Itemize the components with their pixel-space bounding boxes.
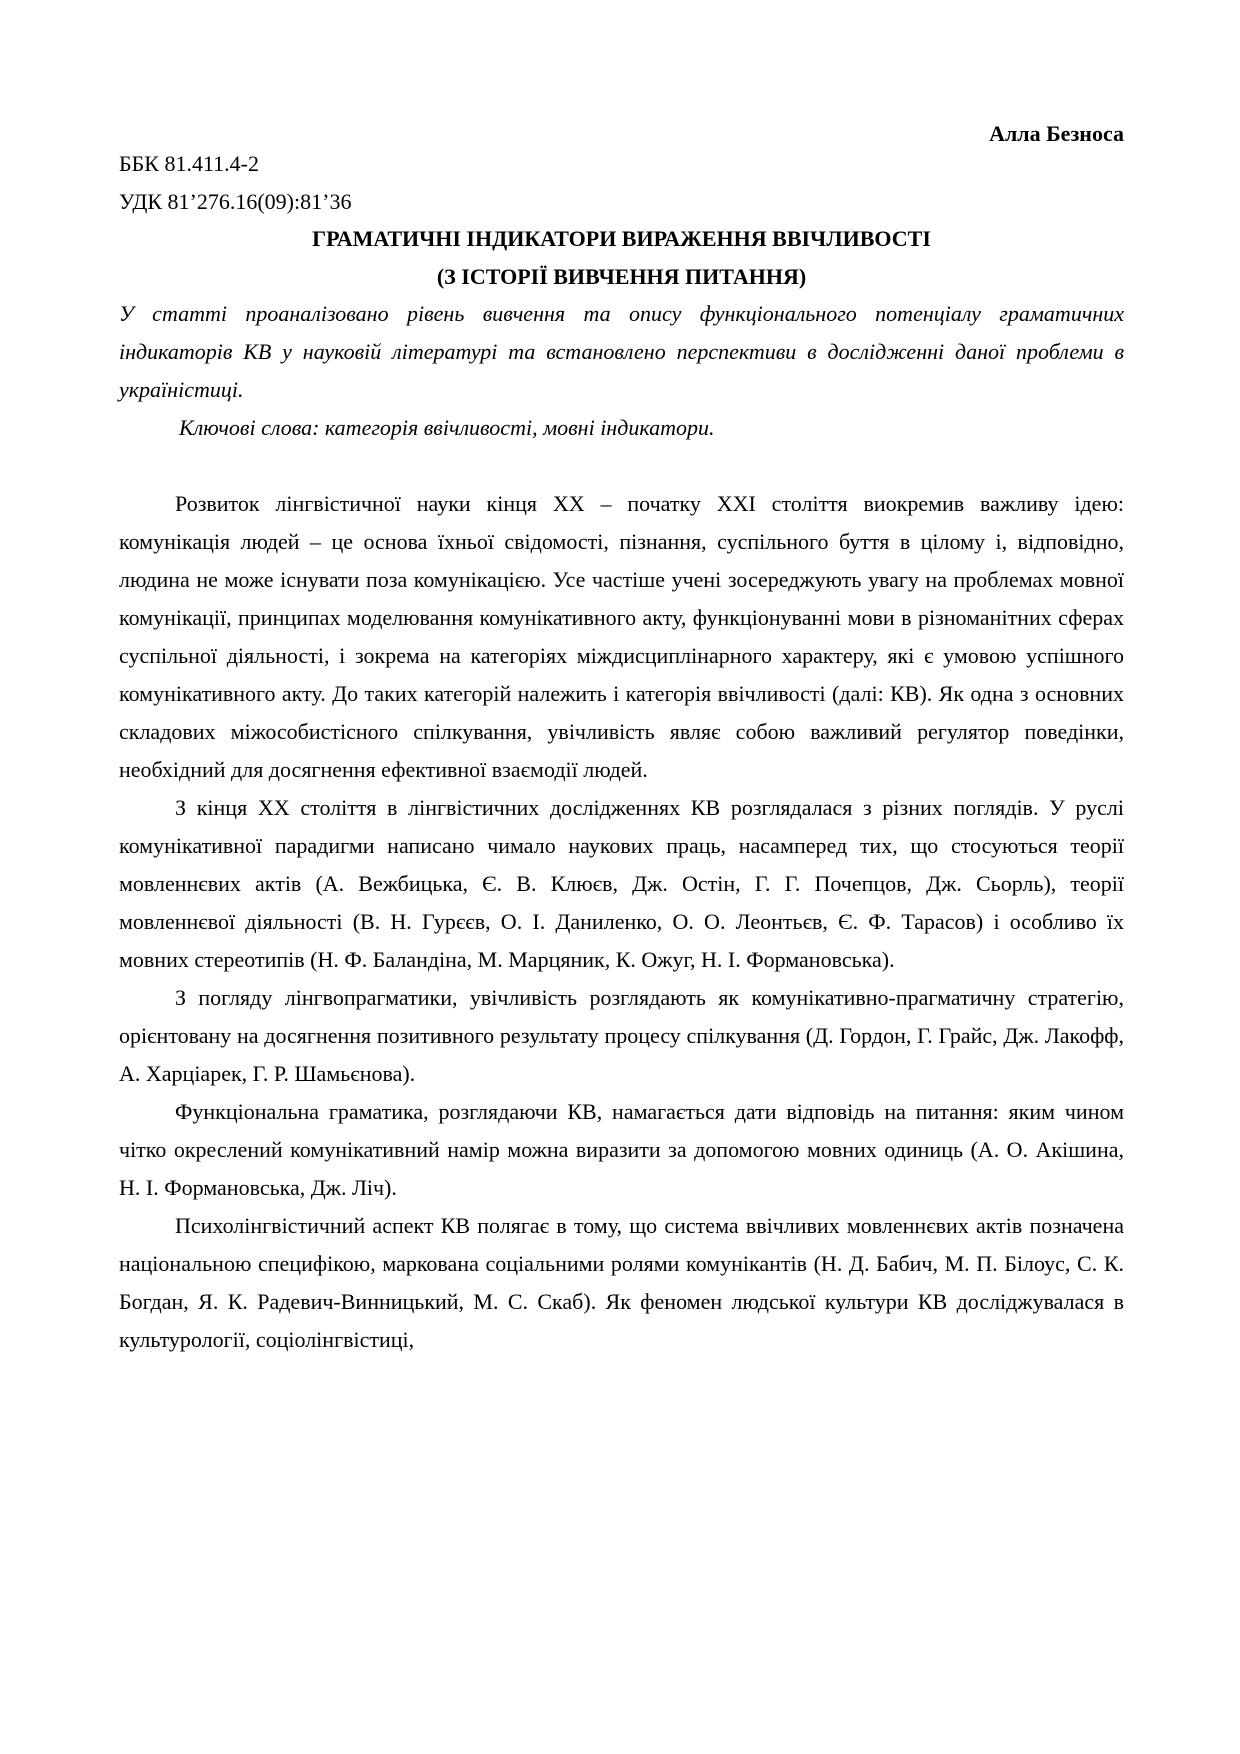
article-title-line-1: ГРАМАТИЧНІ ІНДИКАТОРИ ВИРАЖЕННЯ ВВІЧЛИВОСТІ (312, 226, 931, 251)
body-paragraph: Розвиток лінгвістичної науки кінця ХХ – початку ХХІ століття виокремив важливу ідею: комунікація людей – це основа їхньої свідомості, пізнання, суспільного буття в цілому і, відповідно, людина не може існувати поза комунікацією. Усе частіше учені зосереджують увагу на проблемах мовної комунікації, принципах моделювання комунікативного акту, функціонуванні мови в різноманітних сферах суспільної діяльності, і зокрема на категоріях міждисциплінарного характеру, які є умовою успішного комунікативного акту. До таких категорій належить і категорія ввічливості (далі: КВ). Як одна з основних складових міжособистісного спілкування, увічливість являє собою важливий регулятор поведінки, необхідний для досягнення ефективної взаємодії людей. (119, 491, 1124, 782)
keywords: Ключові слова: категорія ввічливості, мовні індикатори. (179, 415, 715, 440)
article-title-line-2: (З ІСТОРІЇ ВИВЧЕННЯ ПИТАННЯ) (436, 264, 807, 289)
udk-code: УДК 81’276.16(09):81’36 (119, 189, 352, 214)
abstract-text: У статті проаналізовано рівень вивчення та опису функціонального потенціалу граматичних індикаторів КВ у науковій літературі та встановлено перспективи в дослідженні даної проблеми в україністиці. (119, 301, 1124, 402)
body-paragraph: З кінця ХХ століття в лінгвістичних дослідженнях КВ розглядалася з різних поглядів. У руслі комунікативної парадигми написано чимало наукових праць, насамперед тих, що стосуються теорії мовленнєвих актів (А. Вежбицька, Є. В. Клюєв, Дж. Остін, Г. Г. Почепцов, Дж. Сьорль), теорії мовленнєвої діяльності (В. Н. Гурєєв, О. І. Даниленко, О. О. Леонтьєв, Є. Ф. Тарасов) і особливо їх мовних стереотипів (Н. Ф. Баландіна, М. Марцяник, К. Ожуг, Н. І. Формановська). (119, 795, 1124, 972)
body-paragraph: Функціональна граматика, розглядаючи КВ, намагається дати відповідь на питання: яким чином чітко окреслений комунікативний намір можна виразити за допомогою мовних одиниць (А. О. Акішина, Н. І. Формановська, Дж. Ліч). (119, 1099, 1124, 1200)
article-body (119, 485, 1124, 1359)
author-name: Алла Безноса (989, 121, 1124, 146)
body-paragraph: З погляду лінгвопрагматики, увічливість розглядають як комунікативно-прагматичну стратегію, орієнтовану на досягнення позитивного результату процесу спілкування (Д. Гордон, Г. Грайс, Дж. Лакофф, А. Харціарек, Г. Р. Шамьєнова). (119, 985, 1124, 1086)
bbk-code: ББК 81.411.4-2 (119, 151, 259, 176)
body-paragraph: Психолінгвістичний аспект КВ полягає в тому, що система ввічливих мовленнєвих актів позначена національною специфікою, маркована соціальними ролями комунікантів (Н. Д. Бабич, М. П. Білоус, С. К. Богдан, Я. К. Радевич-Винницький, М. С. Скаб). Як феномен людської культури КВ досліджувалася в культурології, соціолінгвістиці, (119, 1213, 1124, 1352)
abstract-section (119, 295, 1124, 447)
